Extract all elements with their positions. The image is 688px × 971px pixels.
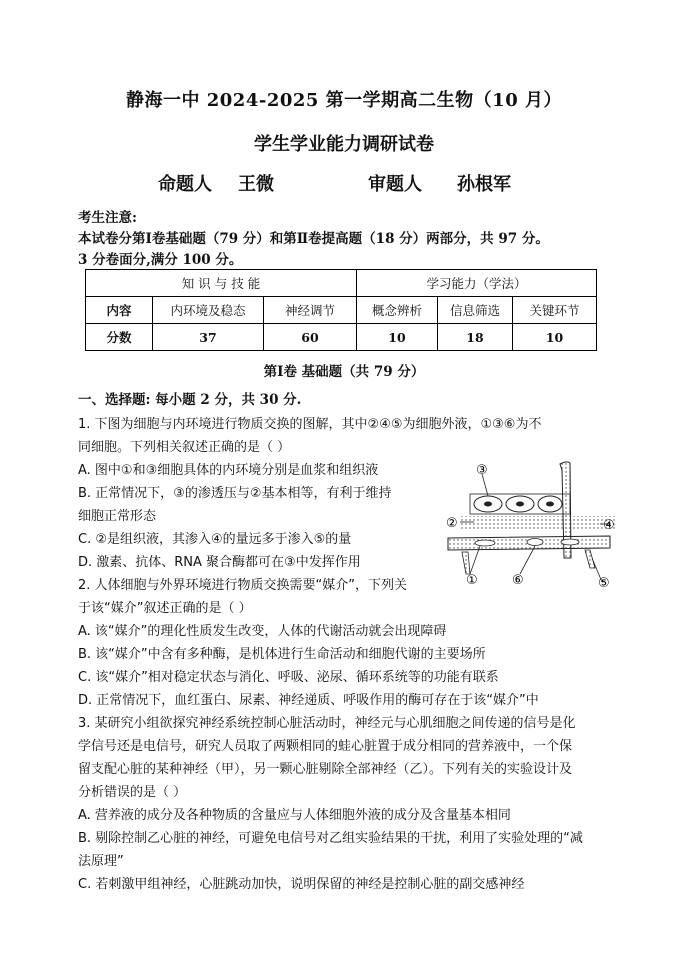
question-2-option-b: B. 该“媒介”中含有多种酶，是机体进行生命活动和细胞代谢的主要场所 [78,647,486,662]
cell-nucleus [516,502,524,507]
section-title: 第Ⅰ卷 基础题（共 79 分） [263,364,425,380]
table-cell: 10 [513,324,597,351]
question-3-option-a: A. 营养液的成分及各种物质的含量应与人体细胞外液的成分及含量基本相同 [78,808,511,823]
group-learning-ability: 学习能力（学法） [357,270,597,297]
table-cell: 内环境及稳态 [153,297,264,324]
table-cell: 18 [438,324,513,351]
diagram-label: ④ [603,518,615,533]
score-table-content-row [86,297,597,324]
reviewer-name: 孙根军 [457,174,511,195]
table-cell: 神经调节 [264,297,357,324]
vessel-branch [585,550,595,568]
question-2-option-d: D. 正常情况下，血红蛋白、尿素、神经递质、呼吸作用的酶可存在于该“媒介”中 [78,693,539,708]
question-1-option-b: B. 正常情况下，③的渗透压与②基本相等，有利于维持 [78,486,392,501]
diagram-label: ③ [476,463,488,478]
question-2-option-c: C. 该“媒介”相对稳定状态与消化、呼吸、泌尿、循环系统等的功能有联系 [78,670,499,685]
notice-line-2: 3 分卷面分,满分 100 分。 [78,252,243,268]
reviewer-label: 审题人 [368,174,422,195]
author-name: 王微 [238,174,274,195]
diagram-label: ① [466,573,478,588]
question-3-line-3: 留支配心脏的某种神经（甲），另一颗心脏剔除全部神经（乙）。下列有关的实验设计及 [78,762,573,777]
table-cell: 10 [357,324,438,351]
table-cell: 信息筛选 [438,297,513,324]
blood-cell [561,539,579,545]
cell-nucleus [546,502,554,507]
score-table [85,269,597,351]
question-3-option-b: B. 剔除控制乙心脏的神经，可避免电信号对乙组实验结果的干扰，利用了实验处理的“减 [78,831,583,846]
question-2-line-2: 于该“媒介”叙述正确的是（ ） [78,601,252,616]
cell-nucleus [484,502,492,507]
score-table-score-row [86,324,597,351]
row-label-content: 内容 [86,297,153,324]
exam-subtitle: 学生学业能力调研试卷 [254,134,434,155]
notice-heading: 考生注意: [78,210,137,226]
question-3-line-4: 分析错误的是（ ） [78,785,187,800]
exam-title: 静海一中 2024-2025 第一学期高二生物（10 月） [125,90,562,111]
blood-cell [475,540,495,546]
question-3-line-2: 学信号还是电信号，研究人员取了两颗相同的蛙心脏置于成分相同的营养液中，一个保 [78,739,573,754]
part-heading: 一、选择题: 每小题 2 分，共 30 分. [78,392,302,408]
question-3-option-b-cont: 法原理” [78,854,124,869]
score-table-group-row [86,270,597,297]
question-1-line-2: 同细胞。下列相关叙述正确的是（ ） [78,440,291,455]
diagram-label: ② [446,516,458,531]
row-label-score: 分数 [86,324,153,351]
question-2-option-a: A. 该“媒介”的理化性质发生改变，人体的代谢活动就会出现障碍 [78,624,447,639]
author-label: 命题人 [158,174,212,195]
question-3-option-c: C. 若刺激甲组神经，心脏跳动加快，说明保留的神经是控制心脏的副交感神经 [78,877,525,892]
notice-line-1: 本试卷分第Ⅰ卷基础题（79 分）和第Ⅱ卷提高题（18 分）两部分，共 97 分。 [78,231,549,247]
blood-cell [527,539,543,546]
diagram-label: ⑤ [598,576,610,588]
table-cell: 60 [264,324,357,351]
question-1-line-1: 1. 下图为细胞与内环境进行物质交换的图解，其中②④⑤为细胞外液，①③⑥为不 [78,417,542,432]
table-cell: 关键环节 [513,297,597,324]
question-1-option-a: A. 图中①和③细胞具体的内环境分别是血浆和组织液 [78,463,379,478]
question-3-line-1: 3. 某研究小组欲探究神经系统控制心脏活动时，神经元与心肌细胞之间传递的信号是化 [78,716,576,731]
vessel-branch [462,552,470,574]
diagram-label: ⑥ [512,573,524,588]
question-1-option-c: C. ②是组织液，其渗入④的量远多于渗入⑤的量 [78,532,352,547]
table-cell: 37 [153,324,264,351]
cell-exchange-diagram [440,458,618,588]
question-2-line-1: 2. 人体细胞与外界环境进行物质交换需要“媒介”，下列关 [78,578,408,593]
question-1-option-d: D. 激素、抗体、RNA 聚合酶都可在③中发挥作用 [78,555,361,570]
table-cell: 概念辨析 [357,297,438,324]
question-1-option-b-cont: 细胞正常形态 [78,509,157,524]
tissue-fluid [460,516,615,530]
group-knowledge-skills: 知 识 与 技 能 [86,270,357,297]
